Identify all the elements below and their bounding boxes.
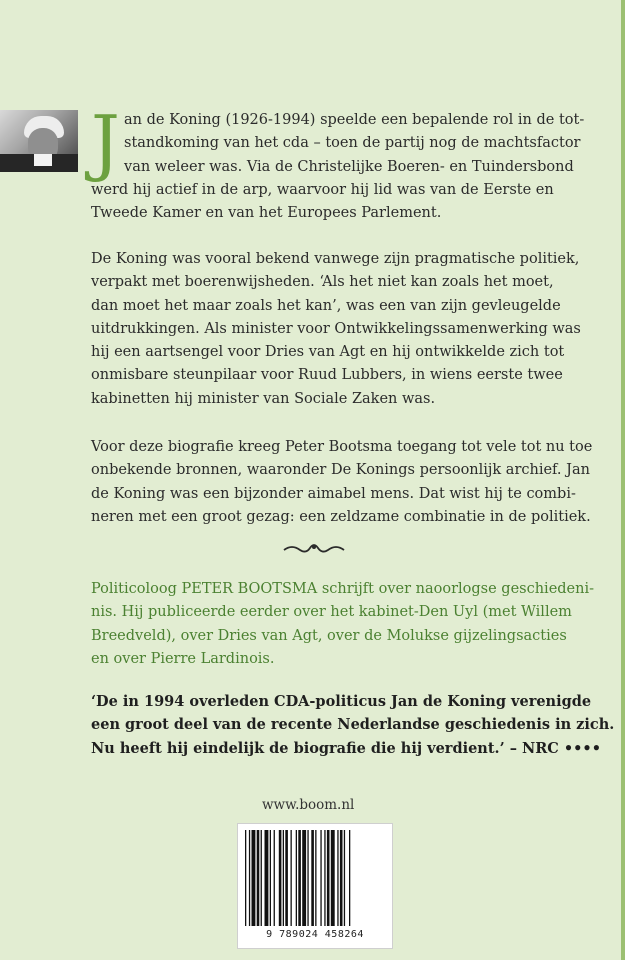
barcode-bar bbox=[349, 830, 350, 926]
about-paragraph bbox=[91, 100, 585, 225]
text-line: van weleer was. Via de Christelijke Boeren- en Tuindersbond bbox=[124, 158, 574, 175]
barcode-bar bbox=[344, 830, 345, 926]
biography-paragraph bbox=[91, 436, 593, 529]
ornament-divider bbox=[282, 538, 346, 558]
text-line: an de Koning (1926-1994) speelde een bepalende rol in de tot- bbox=[124, 112, 585, 128]
barcode-bar bbox=[296, 830, 297, 926]
barcode-bar bbox=[252, 830, 256, 926]
drop-cap: J bbox=[91, 100, 120, 184]
barcode-bar bbox=[315, 830, 316, 926]
text-line: De Koning was vooral bekend vanwege zijn pragmatische politiek, bbox=[91, 251, 580, 267]
barcode-bar bbox=[320, 830, 321, 926]
author-bio-paragraph bbox=[91, 578, 595, 671]
barcode-bar bbox=[274, 830, 275, 926]
barcode-bar bbox=[257, 830, 260, 926]
text-line: ‘De in 1994 overleden CDA-politicus Jan de Koning verenigde bbox=[91, 693, 592, 710]
barcode-bar bbox=[302, 830, 306, 926]
text-line: werd hij actief in de arp, waarvoor hij lid was van de Eerste en bbox=[91, 181, 554, 198]
isbn-barcode bbox=[237, 823, 393, 949]
barcode-bar bbox=[245, 830, 246, 926]
publisher-url[interactable]: www.boom.nl bbox=[262, 797, 355, 813]
barcode-bar bbox=[311, 830, 314, 926]
barcode-bar bbox=[249, 830, 250, 926]
barcode-bar bbox=[307, 830, 308, 926]
text-line: Tweede Kamer en van het Europees Parlement. bbox=[91, 205, 442, 222]
barcode-bar bbox=[270, 830, 271, 926]
review-quote bbox=[91, 690, 615, 760]
text-line: verpakt met boerenwijsheden. ‘Als het niet kan zoals het moet, bbox=[91, 274, 554, 291]
politics-paragraph bbox=[91, 248, 581, 411]
text-line: onbekende bronnen, waaronder De Konings persoonlijk archief. Jan bbox=[91, 462, 590, 479]
text-line: Breedveld), over Dries van Agt, over de Molukse gijzelingsacties bbox=[91, 627, 567, 644]
spine-edge bbox=[621, 0, 625, 960]
text-line: en over Pierre Lardinois. bbox=[91, 650, 275, 667]
barcode-bar bbox=[285, 830, 288, 926]
text-line: Nu heeft hij eindelijk de biografie die hij verdient.’ – NRC •••• bbox=[91, 739, 601, 757]
barcode-bar bbox=[261, 830, 262, 926]
text-line: Politicoloog PETER BOOTSMA schrijft over naoorlogse geschiedeni- bbox=[91, 581, 595, 597]
text-line: kabinetten hij minister van Sociale Zaken was. bbox=[91, 390, 436, 407]
text-line: uitdrukkingen. Als minister voor Ontwikkelingssamenwerking was bbox=[91, 320, 581, 337]
text-line: onmisbare steunpilaar voor Ruud Lubbers, in wiens eerste twee bbox=[91, 367, 563, 384]
text-line: neren met een groot gezag: een zeldzame combinatie in de politiek. bbox=[91, 508, 591, 525]
text-line: nis. Hij publiceerde eerder over het kabinet-Den Uyl (met Willem bbox=[91, 604, 572, 621]
barcode-bar bbox=[279, 830, 282, 926]
barcode-bar bbox=[324, 830, 325, 926]
text-line: Voor deze biografie kreeg Peter Bootsma toegang tot vele tot nu toe bbox=[91, 439, 593, 455]
barcode-bar bbox=[327, 830, 330, 926]
barcode-bar bbox=[291, 830, 292, 926]
text-line: de Koning was een bijzonder aimabel mens. Dat wist hij te combi- bbox=[91, 485, 576, 502]
text-line: standkoming van het cda – toen de partij nog de machtsfactor bbox=[124, 135, 581, 152]
author-portrait bbox=[0, 110, 78, 172]
barcode-bar bbox=[337, 830, 338, 926]
barcode-bar bbox=[331, 830, 335, 926]
text-line: hij een aartsengel voor Dries van Agt en hij ontwikkelde zich tot bbox=[91, 344, 565, 361]
isbn-number: 9 789024 458264 bbox=[266, 929, 364, 940]
text-line: dan moet het maar zoals het kan’, was een van zijn gevleugelde bbox=[91, 297, 561, 314]
barcode-bar bbox=[298, 830, 301, 926]
text-line: een groot deel van de recente Nederlandse geschiedenis in zich. bbox=[91, 716, 615, 734]
barcode-bar bbox=[265, 830, 269, 926]
barcode-bar bbox=[283, 830, 284, 926]
barcode-bars bbox=[243, 830, 387, 926]
barcode-bar bbox=[340, 830, 343, 926]
